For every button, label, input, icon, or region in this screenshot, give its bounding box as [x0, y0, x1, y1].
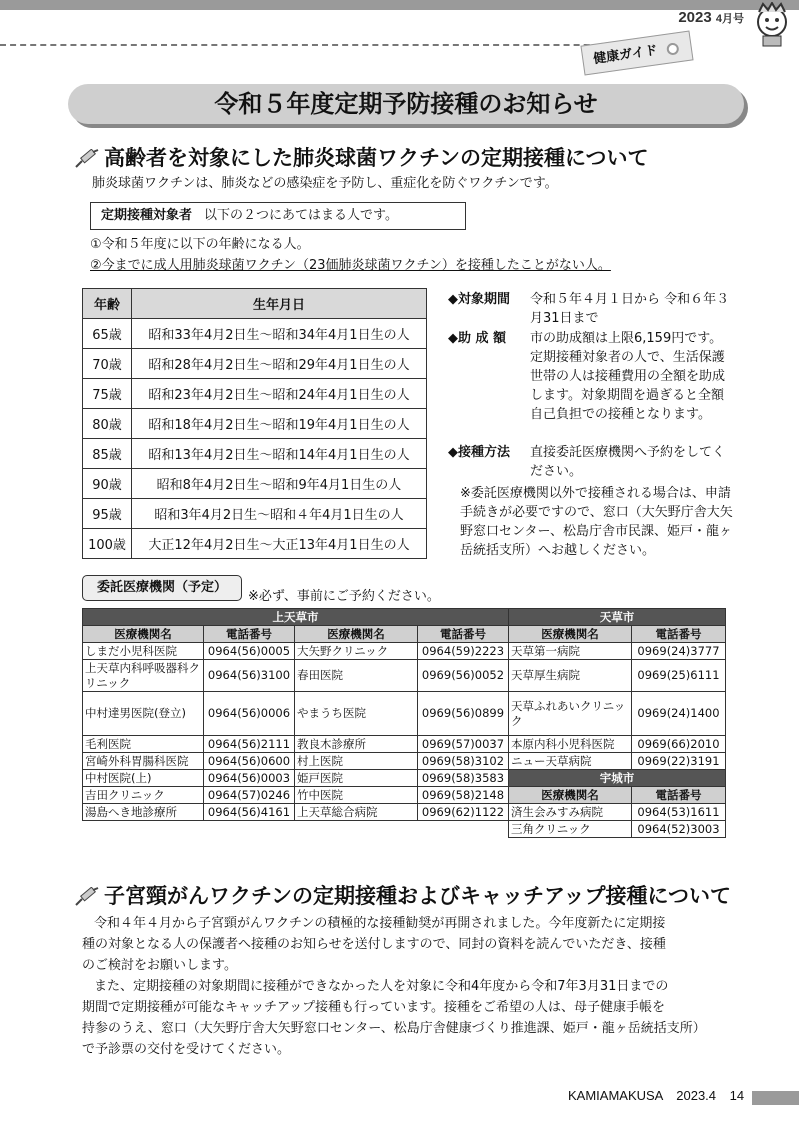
institution-table [82, 608, 726, 838]
inst-name: 中村達男医院(登立) [83, 692, 204, 736]
inst-tel: 0964(53)1611 [632, 804, 726, 821]
footer [568, 1088, 744, 1103]
inst-tel: 0969(56)0899 [418, 692, 509, 736]
inst-name: 竹中医院 [295, 787, 418, 804]
dob-col-header: 生年月日 [132, 289, 427, 319]
institutions-label: 委託医療機関（予定） [82, 575, 242, 601]
dob-cell: 昭和28年4月2日生～昭和29年4月1日生の人 [132, 349, 427, 379]
inst-tel: 0969(24)1400 [632, 692, 726, 736]
inst-name: 吉田クリニック [83, 787, 204, 804]
inst-tel: 0969(58)3102 [418, 753, 509, 770]
dob-cell: 昭和33年4月2日生～昭和34年4月1日生の人 [132, 319, 427, 349]
dob-cell: 大正12年4月2日生～大正13年4月1日生の人 [132, 529, 427, 559]
region-amakusa: 天草市 [509, 609, 726, 626]
table-row [83, 349, 427, 379]
pneumo-heading [74, 142, 649, 172]
footer-publication: KAMIAMAKUSA [568, 1088, 663, 1103]
target-text: 以下の２つにあてはまる人です。 [204, 208, 398, 223]
syringe-icon [74, 149, 100, 169]
inst-name: 済生会みすみ病院 [509, 804, 632, 821]
subsidy-label: ◆助 成 額 [448, 331, 507, 346]
col-name: 医療機関名 [83, 626, 204, 643]
age-cell: 90歳 [83, 469, 132, 499]
col-name: 医療機関名 [509, 626, 632, 643]
table-row [83, 379, 427, 409]
table-row [83, 787, 726, 804]
header-dashed-line [0, 44, 640, 46]
hpv-heading-text: 子宮頸がんワクチンの定期接種およびキャッチアップ接種について [104, 884, 732, 908]
inst-name: ニュー天草病院 [509, 753, 632, 770]
region-kamiamakusa: 上天草市 [83, 609, 509, 626]
table-row [83, 821, 726, 838]
mascot-icon [751, 2, 793, 48]
column-header-row [83, 626, 726, 643]
age-cell: 95歳 [83, 499, 132, 529]
inst-name: 中村医院(上) [83, 770, 204, 787]
pneumo-intro: 肺炎球菌ワクチンは、肺炎などの感染症を予防し、重症化を防ぐワクチンです。 [92, 176, 558, 191]
inst-name: 天草ふれあいクリニック [509, 692, 632, 736]
inst-name: 大矢野クリニック [295, 643, 418, 660]
inst-tel: 0964(56)0006 [204, 692, 295, 736]
target-box [90, 202, 466, 230]
hpv-para2-line2: 期間で定期接種が可能なキャッチアップ接種も行っています。接種をご希望の人は、母子健康手帳を [82, 1000, 666, 1015]
issue-label [678, 9, 744, 26]
inst-name: 姫戸医院 [295, 770, 418, 787]
issue-month: 4月号 [715, 13, 744, 25]
age-cell: 100歳 [83, 529, 132, 559]
inst-tel: 0964(56)0005 [204, 643, 295, 660]
inst-name: 宮崎外科胃腸科医院 [83, 753, 204, 770]
inst-name: 村上医院 [295, 753, 418, 770]
dob-cell: 昭和8年4月2日生～昭和9年4月1日生の人 [132, 469, 427, 499]
hpv-para2-line1: また、定期接種の対象期間に接種ができなかった人を対象に令和4年度から令和7年3月31日までの [94, 979, 669, 994]
table-row [83, 499, 427, 529]
inst-tel: 0969(24)3777 [632, 643, 726, 660]
table-row [83, 643, 726, 660]
inst-tel: 0969(56)0052 [418, 660, 509, 692]
inst-name: 三角クリニック [509, 821, 632, 838]
age-table-header [83, 289, 427, 319]
age-cell: 65歳 [83, 319, 132, 349]
inst-tel: 0964(56)0003 [204, 770, 295, 787]
pneumo-heading-text: 高齢者を対象にした肺炎球菌ワクチンの定期接種について [104, 146, 649, 170]
tag-hole-icon [666, 42, 680, 56]
inst-name: 教良木診療所 [295, 736, 418, 753]
age-table [82, 288, 427, 559]
condition-2: ②今までに成人用肺炎球菌ワクチン（23価肺炎球菌ワクチン）を接種したことがない人。 [90, 258, 611, 273]
table-row [83, 439, 427, 469]
inst-name: 本原内科小児科医院 [509, 736, 632, 753]
health-guide-tag [580, 30, 693, 75]
method-note: ※委託医療機関以外で接種される場合は、申請手続きが必要ですので、窓口（大矢野庁舎大矢野窓口センター、松島庁舎市民課、姫戸・龍ヶ岳統括支所）へお越しください。 [460, 486, 733, 558]
footer-bar [752, 1091, 799, 1105]
inst-name: 湯島へき地診療所 [83, 804, 204, 821]
region-header-row [83, 609, 726, 626]
region-uki: 宇城市 [509, 770, 726, 787]
table-row [83, 736, 726, 753]
inst-tel: 0969(58)2148 [418, 787, 509, 804]
table-row [83, 319, 427, 349]
age-col-header: 年齢 [83, 289, 132, 319]
target-label: 定期接種対象者 [101, 208, 193, 223]
condition-1: ①令和５年度に以下の年齢になる人。 [90, 237, 310, 252]
table-row [83, 692, 726, 736]
table-row [83, 409, 427, 439]
table-row [83, 753, 726, 770]
col-tel: 電話番号 [632, 626, 726, 643]
col-name: 医療機関名 [509, 787, 632, 804]
inst-tel: 0964(56)2111 [204, 736, 295, 753]
hpv-para1-line2: 種の対象となる人の保護者へ接種のお知らせを送付しますので、同封の資料を読んでいただき、接種 [82, 937, 666, 952]
inst-tel: 0964(57)0246 [204, 787, 295, 804]
table-row [83, 469, 427, 499]
period-text: 令和５年４月１日から 令和６年３月31日まで [530, 292, 730, 326]
age-cell: 85歳 [83, 439, 132, 469]
page-title: 令和５年度定期予防接種のお知らせ [68, 84, 744, 124]
dob-cell: 昭和3年4月2日生～昭和４年4月1日生の人 [132, 499, 427, 529]
blank-cell [83, 821, 509, 838]
dob-cell: 昭和13年4月2日生～昭和14年4月1日生の人 [132, 439, 427, 469]
inst-tel: 0969(25)6111 [632, 660, 726, 692]
inst-tel: 0964(56)0600 [204, 753, 295, 770]
inst-name: 天草第一病院 [509, 643, 632, 660]
inst-name: 毛利医院 [83, 736, 204, 753]
age-cell: 75歳 [83, 379, 132, 409]
inst-tel: 0969(66)2010 [632, 736, 726, 753]
guide-tag-label: 健康ガイド [592, 43, 659, 68]
inst-name: やまうち医院 [295, 692, 418, 736]
inst-name: 春田医院 [295, 660, 418, 692]
inst-tel: 0964(56)4161 [204, 804, 295, 821]
hpv-para1-line1: 令和４年４月から子宮頸がんワクチンの積極的な接種勧奨が再開されました。今年度新たに定期接 [94, 916, 666, 931]
age-cell: 80歳 [83, 409, 132, 439]
syringe-icon [74, 887, 100, 907]
page-number: 14 [729, 1088, 745, 1103]
hpv-para2-line3: 持参のうえ、窓口（大矢野庁舎大矢野窓口センター、松島庁舎健康づくり推進課、姫戸・龍ヶ岳統括支所） [82, 1021, 706, 1036]
table-row [83, 660, 726, 692]
institutions-note: ※必ず、事前にご予約ください。 [248, 589, 440, 604]
inst-name: 天草厚生病院 [509, 660, 632, 692]
dob-cell: 昭和18年4月2日生～昭和19年4月1日生の人 [132, 409, 427, 439]
inst-tel: 0964(56)3100 [204, 660, 295, 692]
col-tel: 電話番号 [204, 626, 295, 643]
table-row [83, 804, 726, 821]
table-row [83, 529, 427, 559]
subsidy-text: 市の助成額は上限6,159円です。定期接種対象者の人で、生活保護世帯の人は接種費用の全額を助成します。対象期間を過ぎると全額自己負担での接種となります。 [530, 331, 726, 422]
footer-date: 2023.4 [676, 1088, 717, 1103]
inst-tel: 0969(57)0037 [418, 736, 509, 753]
inst-tel: 0969(22)3191 [632, 753, 726, 770]
method-text: 直接委託医療機関へ予約をしてください。 [530, 445, 726, 479]
inst-tel: 0964(59)2223 [418, 643, 509, 660]
hpv-para2-line4: で予診票の交付を受けてください。 [82, 1042, 291, 1057]
col-tel: 電話番号 [418, 626, 509, 643]
inst-name: 上天草総合病院 [295, 804, 418, 821]
age-cell: 70歳 [83, 349, 132, 379]
inst-name: 上天草内科呼吸器科クリニック [83, 660, 204, 692]
period-label: ◆対象期間 [448, 292, 510, 307]
hpv-heading [74, 880, 731, 910]
col-name: 医療機関名 [295, 626, 418, 643]
hpv-para1-line3: のご検討をお願いします。 [82, 958, 237, 973]
inst-tel: 0969(58)3583 [418, 770, 509, 787]
method-label: ◆接種方法 [448, 445, 510, 460]
inst-name: しまだ小児科医院 [83, 643, 204, 660]
inst-tel: 0969(62)1122 [418, 804, 509, 821]
table-row [83, 770, 726, 787]
dob-cell: 昭和23年4月2日生～昭和24年4月1日生の人 [132, 379, 427, 409]
col-tel: 電話番号 [632, 787, 726, 804]
inst-tel: 0964(52)3003 [632, 821, 726, 838]
issue-year: 2023 [678, 9, 712, 26]
